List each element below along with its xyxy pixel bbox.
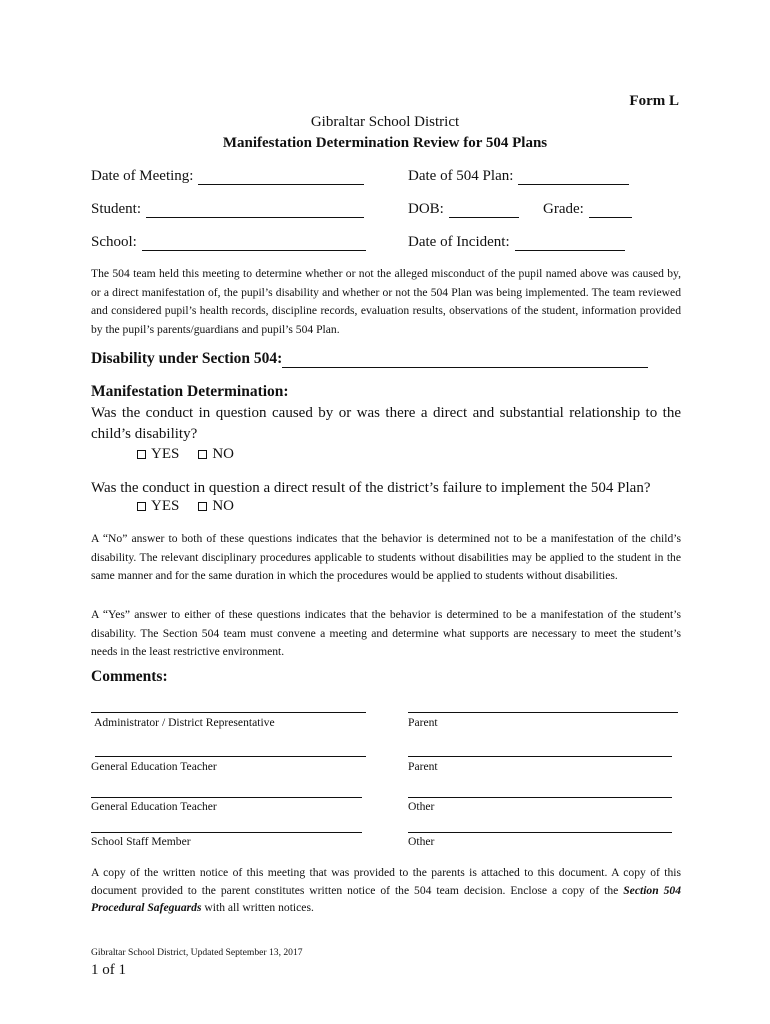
date-of-504-plan-input[interactable]: [518, 170, 629, 185]
notice-paragraph: [91, 864, 681, 917]
question-1: Was the conduct in question caused by or was there a direct and substantial relationship to the child’s disability?: [91, 405, 681, 442]
date-of-meeting-field: [91, 168, 364, 185]
disability-field: [91, 350, 648, 368]
date-of-incident-field: [408, 234, 625, 251]
date-of-incident-input[interactable]: [515, 236, 625, 251]
student-label: Student:: [91, 201, 142, 217]
signature-label-parent-2: Parent: [408, 760, 438, 773]
dob-input[interactable]: [449, 203, 519, 218]
signature-line-parent-1[interactable]: [408, 712, 678, 713]
disability-input[interactable]: [282, 353, 648, 368]
signature-label-gen-ed-1: General Education Teacher: [91, 760, 217, 773]
signature-line-admin[interactable]: [91, 712, 366, 713]
disability-label: Disability under Section 504:: [91, 350, 283, 367]
student-field: [91, 201, 364, 218]
signature-line-other-1[interactable]: [408, 797, 672, 798]
school-field: [91, 234, 366, 251]
date-of-504-plan-label: Date of 504 Plan:: [408, 168, 514, 184]
signature-line-gen-ed-2[interactable]: [91, 797, 362, 798]
signature-label-gen-ed-2: General Education Teacher: [91, 800, 217, 813]
page-number: 1 of 1: [91, 962, 126, 978]
date-of-504-plan-field: [408, 168, 629, 185]
footer-updated: Gibraltar School District, Updated September 13, 2017: [91, 947, 303, 958]
dob-label: DOB:: [408, 201, 444, 217]
school-input[interactable]: [142, 236, 366, 251]
signature-label-staff: School Staff Member: [91, 835, 191, 848]
no-label: NO: [212, 446, 235, 462]
notice-text: A copy of the written notice of this meeting that was provided to the parents is attached to this document. A copy of this document provided to the parent constitutes written notice of the 504 team decision. Enclose a copy of the: [91, 866, 681, 897]
intro-paragraph: The 504 team held this meeting to determine whether or not the alleged misconduct of the pupil named above was caused by, or a direct manifestation of, the pupil’s disability and whether or not the 504 Plan was being implemented. The team reviewed and considered pupil’s health records, discipline records, evaluation results, observations of the student, information provided by the pupil’s parents/guardians and pupil’s 504 Plan.: [91, 267, 681, 336]
comments-heading: Comments:: [91, 668, 168, 685]
student-input[interactable]: [146, 203, 364, 218]
question-2-yes-option[interactable]: [137, 498, 179, 515]
question-2: Was the conduct in question a direct result of the district’s failure to implement the 504 Plan?: [91, 480, 651, 496]
signature-line-parent-2[interactable]: [408, 756, 672, 757]
signature-line-gen-ed-1[interactable]: [95, 756, 366, 757]
checkbox-icon[interactable]: [198, 502, 207, 511]
signature-label-other-2: Other: [408, 835, 435, 848]
checkbox-icon[interactable]: [137, 450, 146, 459]
district-name: Gibraltar School District: [310, 114, 460, 130]
no-label: NO: [212, 498, 235, 514]
yes-label: YES: [151, 498, 180, 514]
date-of-meeting-input[interactable]: [198, 170, 364, 185]
date-of-meeting-label: Date of Meeting:: [91, 168, 194, 184]
dob-field: [408, 201, 519, 218]
question-1-options: [137, 446, 253, 463]
date-of-incident-label: Date of Incident:: [408, 234, 510, 250]
yes-label: YES: [151, 446, 180, 462]
question-2-no-option[interactable]: [198, 498, 234, 515]
school-label: School:: [91, 234, 137, 250]
grade-field: [543, 201, 632, 218]
question-2-options: [137, 498, 253, 515]
checkbox-icon[interactable]: [137, 502, 146, 511]
notice-text-end: with all written notices.: [201, 901, 314, 914]
signature-label-admin: Administrator / District Representative: [94, 716, 275, 729]
form-title: Manifestation Determination Review for 504 Plans: [222, 135, 548, 151]
signature-label-other-1: Other: [408, 800, 435, 813]
signature-label-parent-1: Parent: [408, 716, 438, 729]
no-answer-paragraph: A “No” answer to both of these questions indicates that the behavior is determined not to be a manifestation of the child’s disability. The relevant disciplinary procedures applicable to students without disabilities may be applied to the student in the same manner and for the same duration in which the procedures would be applied to students without disabilities.: [91, 532, 681, 583]
grade-label: Grade:: [543, 201, 584, 217]
yes-answer-paragraph: A “Yes” answer to either of these questions indicates that the behavior is determined to be a manifestation of the student’s disability. The Section 504 team must convene a meeting and determine what supports are necessary to meet the student’s needs in the least restrictive environment.: [91, 608, 681, 659]
question-1-yes-option[interactable]: [137, 446, 179, 463]
form-label: Form L: [629, 93, 679, 109]
manifestation-heading: Manifestation Determination:: [91, 383, 289, 400]
signature-line-staff[interactable]: [91, 832, 362, 833]
checkbox-icon[interactable]: [198, 450, 207, 459]
procedural-safeguards-emphasis: Section 504 Procedural Safeguards: [91, 883, 681, 914]
signature-line-other-2[interactable]: [408, 832, 672, 833]
question-1-no-option[interactable]: [198, 446, 234, 463]
grade-input[interactable]: [589, 203, 632, 218]
